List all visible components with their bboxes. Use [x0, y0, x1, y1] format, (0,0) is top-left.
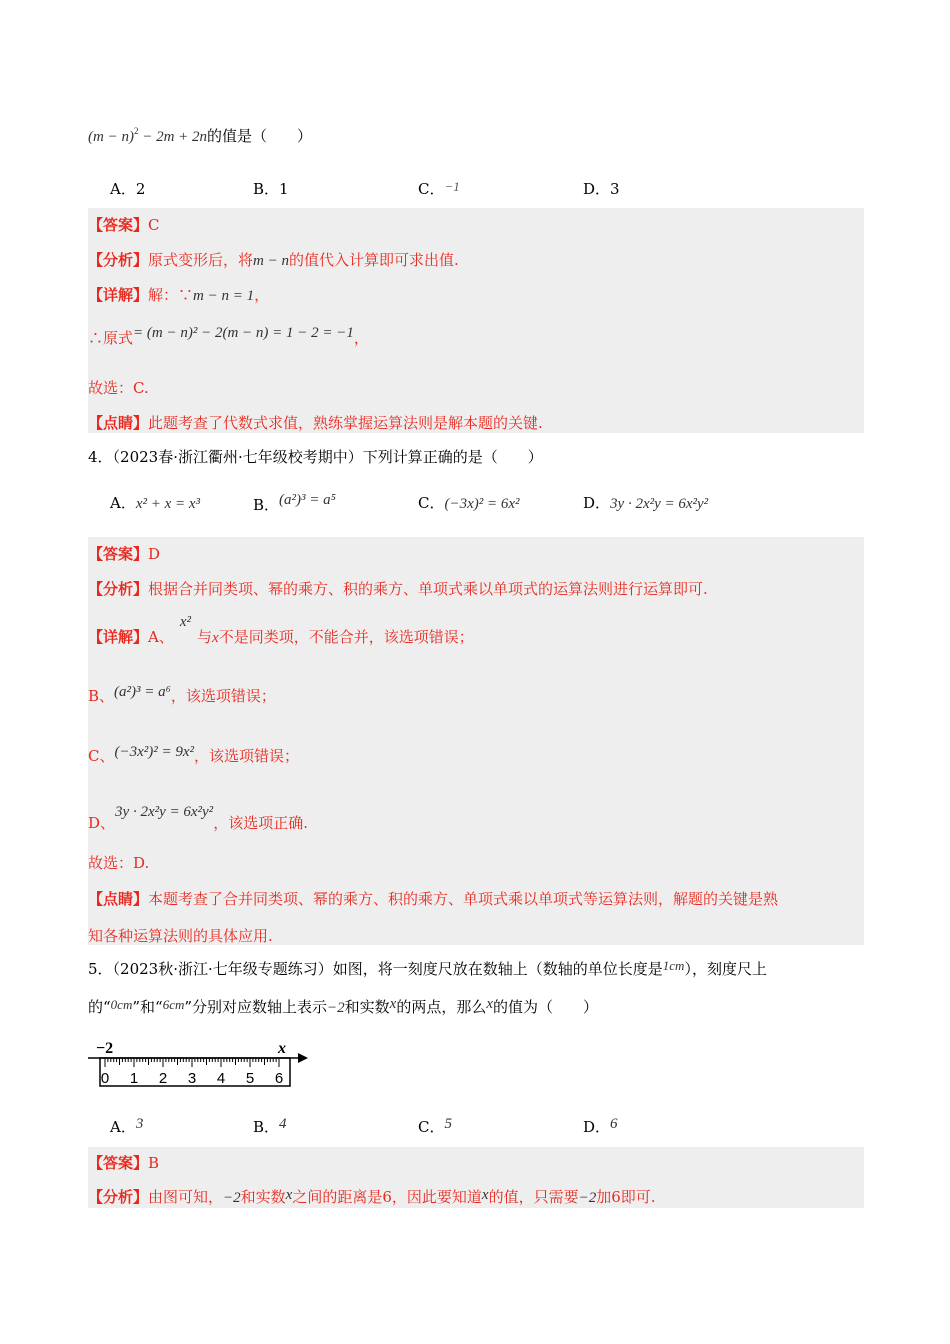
ruler-number-5: 5 [245, 1070, 255, 1087]
q5-ruler-figure [88, 1036, 318, 1096]
q3-analysis: 【分析】原式变形后，将m − n的值代入计算即可求出值. [88, 251, 459, 269]
q5-analysis: 【分析】由图可知，−2和实数x之间的距离是6，因此要知道x的值，只需要−2加6即可. [88, 1187, 656, 1206]
q5-option-a: A．3 [110, 1116, 144, 1136]
q5-stem-line2: 的“0cm”和“6cm”分别对应数轴上表示−2和实数x的两点，那么x的值为（ ） [88, 996, 599, 1016]
ruler-number-4: 4 [216, 1070, 226, 1087]
q3-stem-suffix: 的值是（ ） [207, 127, 313, 145]
q3-solution-box [88, 208, 864, 433]
q4-detail-c: C、(−3x²)² = 9x²，该选项错误； [88, 744, 300, 765]
q3-stem [88, 125, 312, 146]
q5-option-c: C．5 [418, 1116, 452, 1136]
ruler-number-1: 1 [129, 1070, 139, 1087]
q3-option-a: A．2 [110, 180, 146, 198]
ruler-ticks [105, 1058, 279, 1067]
q3-comment: 【点睛】此题考查了代数式求值，熟练掌握运算法则是解本题的关键. [88, 414, 543, 432]
q3-option-d: D．3 [583, 180, 620, 198]
q5-option-b: B．4 [253, 1116, 287, 1136]
q5-stem-line1: 5．（2023秋·浙江·七年级专题练习）如图，将一刻度尺放在数轴上（数轴的单位长度是1cm），刻度尺上 [88, 958, 767, 978]
q4-comment-line1: 【点睛】本题考查了合并同类项、幂的乘方、积的乘方、单项式乘以单项式等运算法则，解题的关键是熟 [88, 890, 779, 908]
ruler-numbers [101, 1070, 283, 1087]
q4-detail-a: 【详解】A、x²与x不是同类项，不能合并，该选项错误； [88, 614, 474, 646]
axis-arrow [298, 1053, 308, 1063]
q4-detail-d: D、3y · 2x²y = 6x²y²，该选项正确. [88, 804, 308, 832]
q3-option-c: C．−1 [418, 179, 460, 198]
q4-detail-b: B、(a²)³ = a⁶，该选项错误； [88, 684, 276, 705]
q4-analysis: 【分析】根据合并同类项、幂的乘方、积的乘方、单项式乘以单项式的运算法则进行运算即可. [88, 580, 708, 598]
q4-option-c: C．(−3x)² = 6x² [418, 494, 520, 512]
q4-option-b: B．(a²)³ = a⁵ [253, 492, 336, 514]
q3-option-b: B．1 [253, 180, 289, 198]
q3-expression: $(m - n)^2 - 2m + 2n$ [88, 126, 208, 145]
q5-option-d: D．6 [583, 1116, 618, 1136]
q3-detail: 【详解】解：∵m − n = 1， [88, 286, 270, 304]
ruler-number-3: 3 [187, 1070, 197, 1087]
q4-option-d: D．3y · 2x²y = 6x²y² [583, 494, 709, 512]
q4-stem: 4．（2023春·浙江衢州·七年级校考期中）下列计算正确的是（ ） [88, 448, 543, 466]
q5-answer: 【答案】B [88, 1154, 160, 1172]
q3-choose: 故选：C. [88, 379, 149, 397]
q4-answer: 【答案】D [88, 545, 161, 563]
q4-choose: 故选：D. [88, 854, 150, 872]
ruler-number-0: 0 [100, 1070, 110, 1087]
q4-comment-line2: 知各种运算法则的具体应用. [88, 927, 273, 945]
axis-left-label: −2 [96, 1040, 114, 1057]
ruler-number-6: 6 [274, 1070, 284, 1087]
ruler-number-2: 2 [158, 1070, 168, 1087]
q3-therefore: ∴原式= (m − n)² − 2(m − n) = 1 − 2 = −1， [88, 325, 369, 347]
q3-answer: 【答案】C [88, 216, 160, 234]
q4-option-a: A．x² + x = x³ [110, 494, 201, 512]
axis-right-label: x [278, 1040, 286, 1057]
